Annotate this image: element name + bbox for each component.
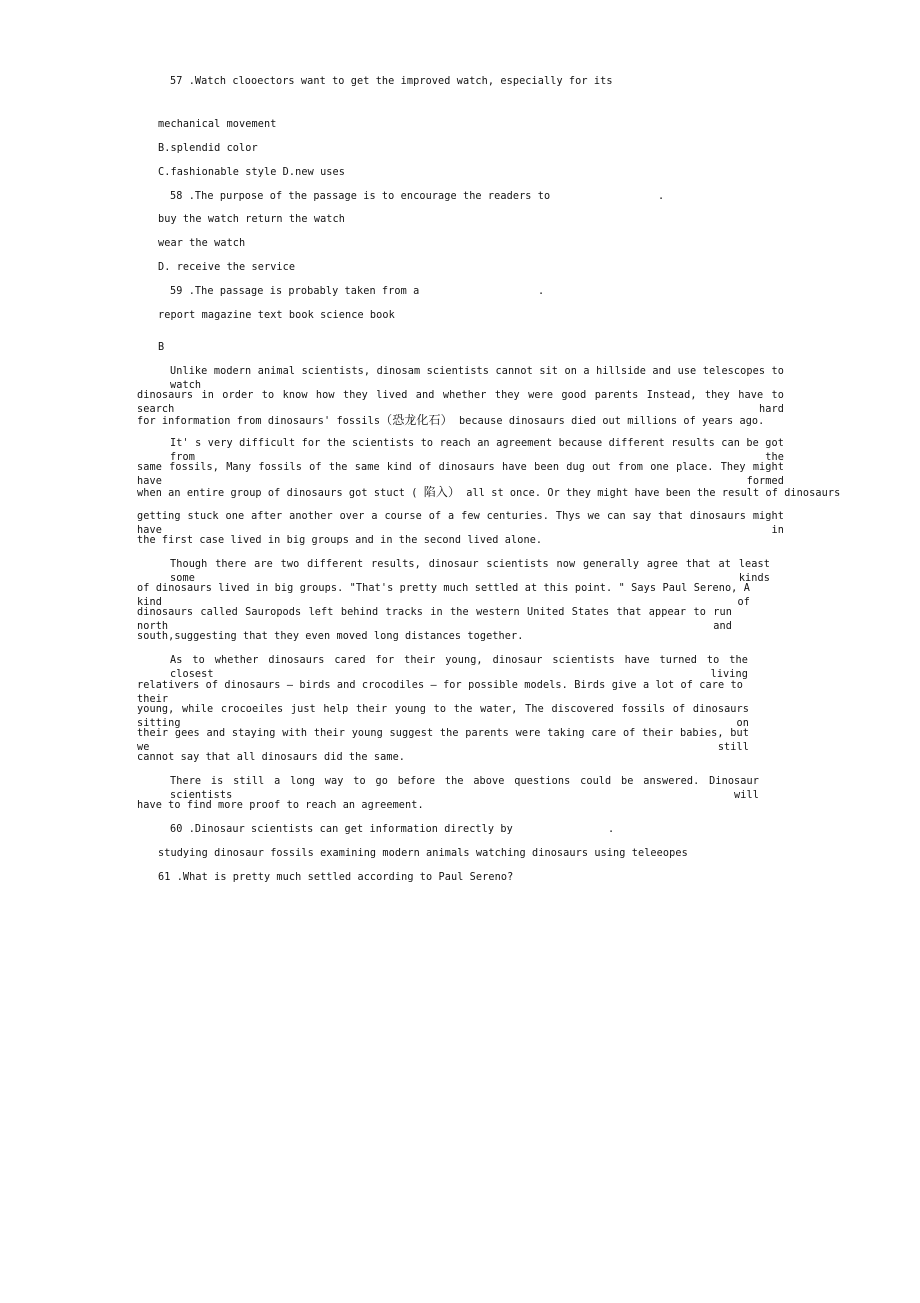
chinese-gloss: （恐龙化石）: [380, 413, 453, 427]
blank-end: .: [538, 286, 545, 297]
blank-end: .: [608, 824, 615, 835]
question-stem: 61 .What is pretty much settled according to Paul Sereno?: [158, 872, 514, 883]
passage-text: because dinosaurs died out millions of years ago.: [458, 416, 765, 427]
passage-text: all st once. Or they might have been the result of dinosaurs: [466, 488, 841, 499]
passage-line: relativers of dinosaurs — birds and crocodiles — for possible models. Birds give a lot of care to their: [137, 680, 743, 705]
section-label: B: [158, 342, 165, 353]
passage-line: of dinosaurs lived in big groups. "That's pretty much settled at this point. " Says Paul Sereno, A kind of: [137, 583, 750, 608]
question-stem: 59 .The passage is probably taken from a: [170, 286, 420, 297]
passage-line: dinosaurs called Sauropods left behind tracks in the western United States that appear to run north and: [137, 607, 732, 632]
options: report magazine text book science book: [158, 310, 395, 321]
passage-line: the first case lived in big groups and in the second lived alone.: [137, 535, 543, 546]
passage-line: cannot say that all dinosaurs did the same.: [137, 752, 406, 763]
passage-text: when an entire group of dinosaurs got stuct (: [137, 488, 418, 499]
option-a: mechanical movement: [158, 119, 277, 130]
passage-line: south,suggesting that they even moved long distances together.: [137, 631, 524, 642]
passage-line: Unlike modern animal scientists, dinosam scientists cannot sit on a hillside and use telescopes to watch: [170, 366, 784, 391]
passage-line: As to whether dinosaurs cared for their young, dinosaur scientists have turned to the closest living: [170, 655, 748, 680]
options: studying dinosaur fossils examining modern animals watching dinosaurs using teleeopes: [158, 848, 688, 859]
option-d: D. receive the service: [158, 262, 296, 273]
passage-line: have to find more proof to reach an agreement.: [137, 800, 424, 811]
passage-line: dinosaurs in order to know how they lived and whether they were good parents Instead, they have to search hard: [137, 390, 784, 415]
passage-line: same fossils, Many fossils of the same kind of dinosaurs have been dug out from one place. They might have formed: [137, 462, 784, 487]
chinese-gloss: 陷入）: [423, 485, 461, 499]
option-a-b: buy the watch return the watch: [158, 214, 346, 225]
question-stem: 57 .Watch clooectors want to get the improved watch, especially for its: [170, 76, 613, 87]
passage-line: [137, 485, 840, 501]
passage-text: for information from dinosaurs' fossils: [137, 416, 381, 427]
question-stem: 58 .The purpose of the passage is to encourage the readers to: [170, 191, 551, 202]
passage-line: their gees and staying with their young suggest the parents were taking care of their babies, but we still: [137, 728, 749, 753]
option-c: wear the watch: [158, 238, 246, 249]
blank-end: .: [658, 191, 665, 202]
option-c-d: C.fashionable style D.new uses: [158, 167, 346, 178]
passage-line: Though there are two different results, dinosaur scientists now generally agree that at least some kinds: [170, 559, 770, 584]
passage-line: It' s very difficult for the scientists to reach an agreement because different results can be got from the: [170, 438, 784, 463]
passage-line: young, while crocoeiles just help their young to the water, The discovered fossils of dinosaurs sitting on: [137, 704, 749, 729]
passage-line: There is still a long way to go before the above questions could be answered. Dinosaur scientists will: [170, 776, 759, 801]
option-b: B.splendid color: [158, 143, 258, 154]
passage-line: [137, 413, 764, 429]
passage-line: getting stuck one after another over a course of a few centuries. Thys we can say that dinosaurs might have in: [137, 511, 784, 536]
question-stem: 60 .Dinosaur scientists can get information directly by: [170, 824, 513, 835]
